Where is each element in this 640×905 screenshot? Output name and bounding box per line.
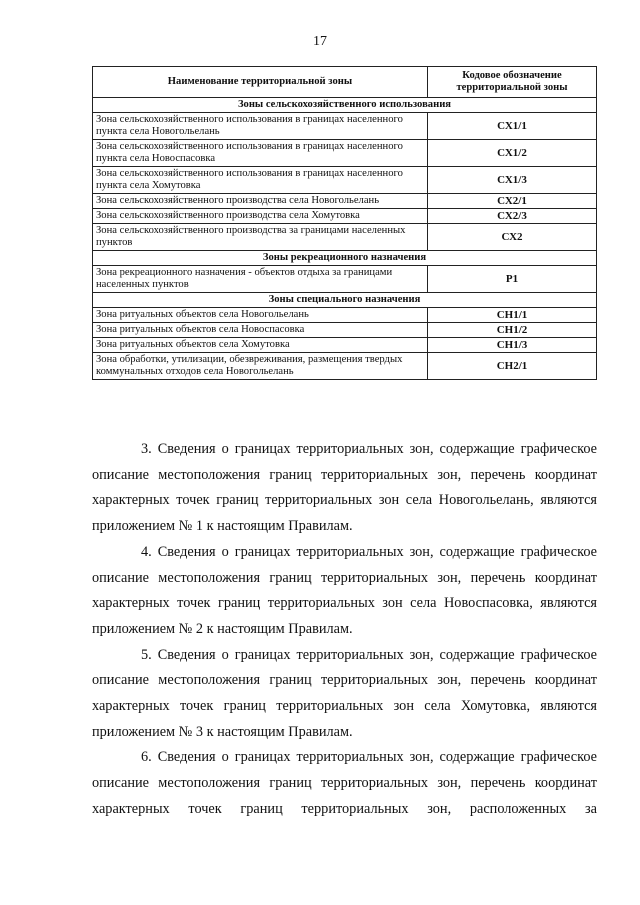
table-row bbox=[93, 323, 597, 338]
table-body bbox=[93, 98, 597, 380]
body-text bbox=[92, 437, 597, 823]
zone-name-cell: Зона сельскохозяйственного производства села Хомутовка bbox=[93, 209, 428, 224]
zone-name-cell: Зона обработки, утилизации, обезвреживания, размещения твердых коммунальных отходов села Новогольелань bbox=[93, 353, 428, 380]
zone-code-cell: СН1/2 bbox=[428, 323, 597, 338]
table-group-row bbox=[93, 98, 597, 113]
zone-code-cell: СН2/1 bbox=[428, 353, 597, 380]
zone-code-cell: СХ1/3 bbox=[428, 167, 597, 194]
table-row bbox=[93, 194, 597, 209]
header-zone-code: Кодовое обозначение территориальной зоны bbox=[428, 67, 597, 98]
group-title: Зоны сельскохозяйственного использования bbox=[93, 98, 597, 113]
zone-code-cell: СХ2/1 bbox=[428, 194, 597, 209]
zone-name-cell: Зона рекреационного назначения - объектов отдыха за границами населенных пунктов bbox=[93, 266, 428, 293]
zone-name-cell: Зона ритуальных объектов села Новогольелань bbox=[93, 308, 428, 323]
table-row bbox=[93, 224, 597, 251]
table-row bbox=[93, 209, 597, 224]
zone-code-cell: СХ1/1 bbox=[428, 113, 597, 140]
paragraph: 5. Сведения о границах территориальных зон, содержащие графическое описание местоположения границ территориальных зон, перечень координат характерных точек границ территориальных зон села Хомутовка, являются приложением № 3 к настоящим Правилам. bbox=[92, 646, 597, 740]
zone-code-cell: СН1/1 bbox=[428, 308, 597, 323]
zone-name-cell: Зона сельскохозяйственного использования в границах населенного пункта села Новоспасовка bbox=[93, 140, 428, 167]
page-number: 17 bbox=[313, 34, 327, 49]
table-group-row bbox=[93, 293, 597, 308]
zone-name-cell: Зона сельскохозяйственного производства села Новогольелань bbox=[93, 194, 428, 209]
zone-name-cell: Зона сельскохозяйственного использования в границах населенного пункта села Новогольелань bbox=[93, 113, 428, 140]
header-zone-name: Наименование территориальной зоны bbox=[93, 67, 428, 98]
zone-name-cell: Зона сельскохозяйственного производства за границами населенных пунктов bbox=[93, 224, 428, 251]
group-title: Зоны специального назначения bbox=[93, 293, 597, 308]
zone-name-cell: Зона ритуальных объектов села Хомутовка bbox=[93, 338, 428, 353]
paragraph: 3. Сведения о границах территориальных зон, содержащие графическое описание местоположения границ территориальных зон, перечень координат характерных точек границ территориальных зон села Новогольелань, являются приложением № 1 к настоящим Правилам. bbox=[92, 441, 597, 535]
table-row bbox=[93, 140, 597, 167]
zone-code-cell: СХ2/3 bbox=[428, 209, 597, 224]
paragraph: 4. Сведения о границах территориальных зон, содержащие графическое описание местоположения границ территориальных зон, перечень координат характерных точек границ территориальных зон села Новоспасовка, являются приложением № 2 к настоящим Правилам. bbox=[92, 543, 597, 637]
zone-code-cell: СХ1/2 bbox=[428, 140, 597, 167]
zone-code-cell: Р1 bbox=[428, 266, 597, 293]
group-title: Зоны рекреационного назначения bbox=[93, 251, 597, 266]
table-row bbox=[93, 353, 597, 380]
paragraph: 6. Сведения о границах территориальных зон, содержащие графическое описание местоположения границ территориальных зон, перечень координат характерных точек границ территориальных зон, расположенных за bbox=[92, 749, 597, 817]
table-row bbox=[93, 338, 597, 353]
table-header-row bbox=[93, 67, 597, 98]
table-row bbox=[93, 308, 597, 323]
table-group-row bbox=[93, 251, 597, 266]
table-row bbox=[93, 266, 597, 293]
zone-code-cell: СХ2 bbox=[428, 224, 597, 251]
table-row bbox=[93, 167, 597, 194]
zones-table bbox=[92, 66, 597, 380]
zone-name-cell: Зона сельскохозяйственного использования в границах населенного пункта села Хомутовка bbox=[93, 167, 428, 194]
table-row bbox=[93, 113, 597, 140]
zone-name-cell: Зона ритуальных объектов села Новоспасовка bbox=[93, 323, 428, 338]
zone-code-cell: СН1/3 bbox=[428, 338, 597, 353]
